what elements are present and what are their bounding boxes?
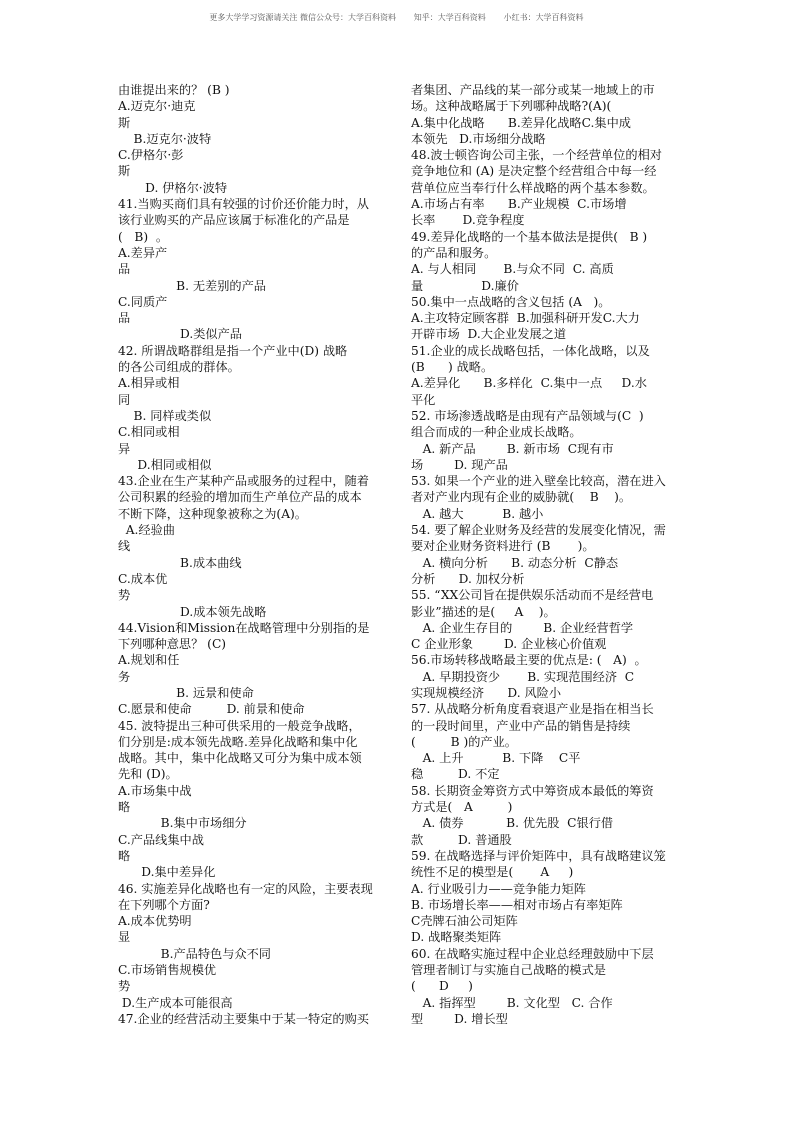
text-line: A. 早期投资少 B. 实现范围经济 C	[411, 669, 635, 684]
text-line: 47.企业的经营活动主要集中于某一特定的购买	[118, 1011, 369, 1026]
text-line: 46. 实施差异化战略也有一定的风险，主要表现	[118, 881, 373, 896]
text-line: A. 指挥型 B. 文化型 C. 合作	[411, 995, 613, 1010]
text-line: B. 远景和使命	[118, 685, 254, 700]
text-line: B.成本曲线	[118, 555, 242, 570]
text-line: 该行业购买的产品应该属于标准化的产品是	[118, 213, 350, 228]
text-line: 分析 D. 加权分析	[411, 571, 525, 586]
text-line: 公司积累的经验的增加而生产单位产品的成本	[118, 490, 362, 505]
text-line: 长率 D.竞争程度	[411, 213, 525, 228]
text-line: 者集团、产品线的某一部分或某一地域上的市	[411, 83, 655, 97]
text-line: 量 D.廉价	[411, 278, 519, 293]
text-line: A.差异化 B.多样化 C.集中一点 D.水	[411, 376, 647, 391]
text-line: 的一段时间里，产业中产品的销售是持续	[411, 718, 631, 733]
text-line: A.成本优势明	[118, 914, 192, 929]
text-line: 稳 D. 不定	[411, 767, 500, 782]
text-line: 品	[118, 311, 131, 326]
text-line: 的各公司组成的群体。	[118, 360, 240, 375]
text-line: 异	[118, 441, 131, 456]
text-line: 场 D. 现产品	[411, 457, 508, 472]
text-line: ( B) 。	[118, 229, 169, 244]
text-line: 由谁提出来的？ (B )	[118, 83, 230, 97]
text-line: 56.市场转移战略最主要的优点是: ( A) 。	[411, 653, 647, 668]
text-line: A. 行业吸引力——竞争能力矩阵	[411, 881, 586, 896]
text-line: A.主攻特定顾客群 B.加强科研开发C.大力	[411, 311, 640, 326]
text-line: 营单位应当奉行什么样战略的两个基本参数。	[411, 180, 655, 195]
text-line: C.同质产	[118, 294, 168, 309]
text-line: 55. “XX公司旨在提供娱乐活动而不是经营电	[411, 588, 654, 603]
text-line: D.生产成本可能很高	[118, 995, 233, 1010]
left-column	[118, 82, 410, 1027]
text-line: 44.Vision和Mission在战略管理中分别指的是	[118, 620, 370, 635]
text-line: 本领先 D.市场细分战略	[411, 131, 546, 146]
text-line: 下列哪种意思？ (C)	[118, 637, 227, 652]
text-line: C.伊格尔·彭	[118, 148, 184, 163]
text-line: C.相同或相	[118, 425, 180, 440]
text-line: D. 战略聚类矩阵	[411, 930, 502, 945]
text-line: 53. 如果一个产业的进入壁垒比较高，潜在进入	[411, 474, 666, 489]
text-line: ( D )	[411, 979, 473, 994]
text-line: A.市场集中战	[118, 783, 192, 798]
text-line: A.经验曲	[118, 523, 175, 538]
text-line: 管理者制订与实施自己战略的模式是	[411, 963, 606, 978]
text-line: A. 新产品 B. 新市场 C现有市	[411, 441, 614, 456]
text-line: (B ) 战略。	[411, 360, 494, 375]
text-line: 52. 市场渗透战略是由现有产品领域与(C )	[411, 408, 644, 423]
text-line: 影业”描述的是( A )。	[411, 604, 556, 619]
text-line: C.成本优	[118, 571, 168, 586]
text-line: 场。这种战略属于下列哪种战略?(A)(	[411, 99, 612, 114]
text-line: 品	[118, 262, 131, 277]
text-line: 型 D. 增长型	[411, 1011, 508, 1026]
text-line: 先和 (D)。	[118, 767, 178, 782]
text-line: B.产品特色与众不同	[118, 946, 271, 961]
text-line: 的产品和服务。	[411, 245, 497, 260]
text-line: A.集中化战略 B.差异化战略C.集中成	[411, 115, 631, 130]
text-line: C壳牌石油公司矩阵	[411, 914, 518, 929]
text-line: 54. 要了解企业财务及经营的发展变化情况，需	[411, 523, 666, 538]
text-line: 者对产业内现有企业的威胁就( B )。	[411, 490, 632, 505]
text-line: 48.波士顿咨询公司主张，一个经营单位的相对	[411, 148, 662, 163]
text-line: A. 越大 B. 越小	[411, 506, 544, 521]
text-line: 斯	[118, 164, 131, 179]
text-line: B. 同样或类似	[118, 408, 212, 423]
text-line: 不断下降，这种现象被称之为(A)。	[118, 506, 307, 521]
text-line: A.差异产	[118, 245, 168, 260]
text-line: D. 伊格尔·波特	[118, 180, 228, 195]
text-line: 42. 所谓战略群组是指一个产业中(D) 战略	[118, 343, 348, 358]
text-line: B. 市场增长率——相对市场占有率矩阵	[411, 897, 623, 912]
text-line: 60. 在战略实施过程中企业总经理鼓励中下层	[411, 946, 654, 961]
text-line: 们分别是:成本领先战略.差异化战略和集中化	[118, 734, 358, 749]
text-line: ( B )的产业。	[411, 734, 517, 749]
text-line: D.集中差异化	[118, 865, 216, 880]
text-line: A. 与人相同 B.与众不同 C. 高质	[411, 262, 614, 277]
text-line: A. 上升 B. 下降 C平	[411, 751, 581, 766]
text-line: A.相异或相	[118, 376, 180, 391]
text-line: 略	[118, 848, 131, 863]
text-line: 统性不足的模型是( A )	[411, 865, 574, 880]
text-line: A.迈克尔·迪克	[118, 99, 196, 114]
text-line: 要对企业财务资料进行 (B )。	[411, 539, 595, 554]
text-line: 同	[118, 392, 131, 407]
text-line: 开辟市场 D.大企业发展之道	[411, 327, 567, 342]
text-line: 组合而成的一种企业成长战略。	[411, 425, 582, 440]
text-line: 41.当购买商们具有较强的讨价还价能力时，从	[118, 197, 369, 212]
text-line: A. 横向分析 B. 动态分析 C静态	[411, 555, 619, 570]
text-line: B.迈克尔·波特	[118, 131, 212, 146]
text-line: 45. 波特提出三种可供采用的一般竞争战略，	[118, 718, 361, 733]
text-line: 在下列哪个方面?	[118, 897, 210, 912]
text-line: 实现规模经济 D. 风险小	[411, 685, 562, 700]
text-line: D.成本领先战略	[118, 604, 267, 619]
text-line: 59. 在战略选择与评价矩阵中，具有战略建议笼	[411, 848, 666, 863]
text-line: C.市场销售规模优	[118, 963, 217, 978]
text-line: 50.集中一点战略的含义包括 (A )。	[411, 294, 611, 309]
page-header: 更多大学学习资源请关注 微信公众号：大学百科资料 知乎：大学百科资料 小红书：大学百科资料	[209, 13, 584, 22]
text-line: C.愿景和使命 D. 前景和使命	[118, 702, 305, 717]
text-line: 显	[118, 930, 131, 945]
text-line: D.类似产品	[118, 327, 242, 342]
text-line: 战略。其中，集中化战略又可分为集中成本领	[118, 751, 362, 766]
text-line: A.规划和任	[118, 653, 180, 668]
text-line: 49.差异化战略的一个基本做法是提供( B )	[411, 229, 648, 244]
text-line: 方式是( A )	[411, 800, 513, 815]
text-line: 58. 长期资金筹资方式中筹资成本最低的筹资	[411, 783, 654, 798]
text-line: 势	[118, 588, 131, 603]
text-line: A. 企业生存目的 B. 企业经营哲学	[411, 620, 634, 635]
text-line: 线	[118, 539, 131, 554]
text-line: 43.企业在生产某种产品或服务的过程中，随着	[118, 474, 369, 489]
text-line: B. 无差别的产品	[118, 278, 266, 293]
text-line: 平化	[411, 392, 436, 407]
right-column	[411, 82, 693, 1027]
text-line: C.产品线集中战	[118, 832, 204, 847]
text-line: 款 D. 普通股	[411, 832, 512, 847]
text-line: 势	[118, 979, 131, 994]
text-line: 竞争地位和 (A) 是决定整个经营组合中每一经	[411, 164, 657, 179]
text-line: 务	[118, 669, 131, 684]
text-line: B.集中市场细分	[118, 816, 247, 831]
text-line: C 企业形象 D. 企业核心价值观	[411, 637, 607, 652]
text-line: A.市场占有率 B.产业规模 C.市场增	[411, 197, 627, 212]
text-line: 斯	[118, 115, 131, 130]
text-line: D.相同或相似	[118, 457, 212, 472]
text-line: A. 债券 B. 优先股 C银行借	[411, 816, 614, 831]
text-line: 51.企业的成长战略包括，一体化战略，以及	[411, 343, 650, 358]
text-line: 略	[118, 800, 131, 815]
text-line: 57. 从战略分析角度看衰退产业是指在相当长	[411, 702, 654, 717]
